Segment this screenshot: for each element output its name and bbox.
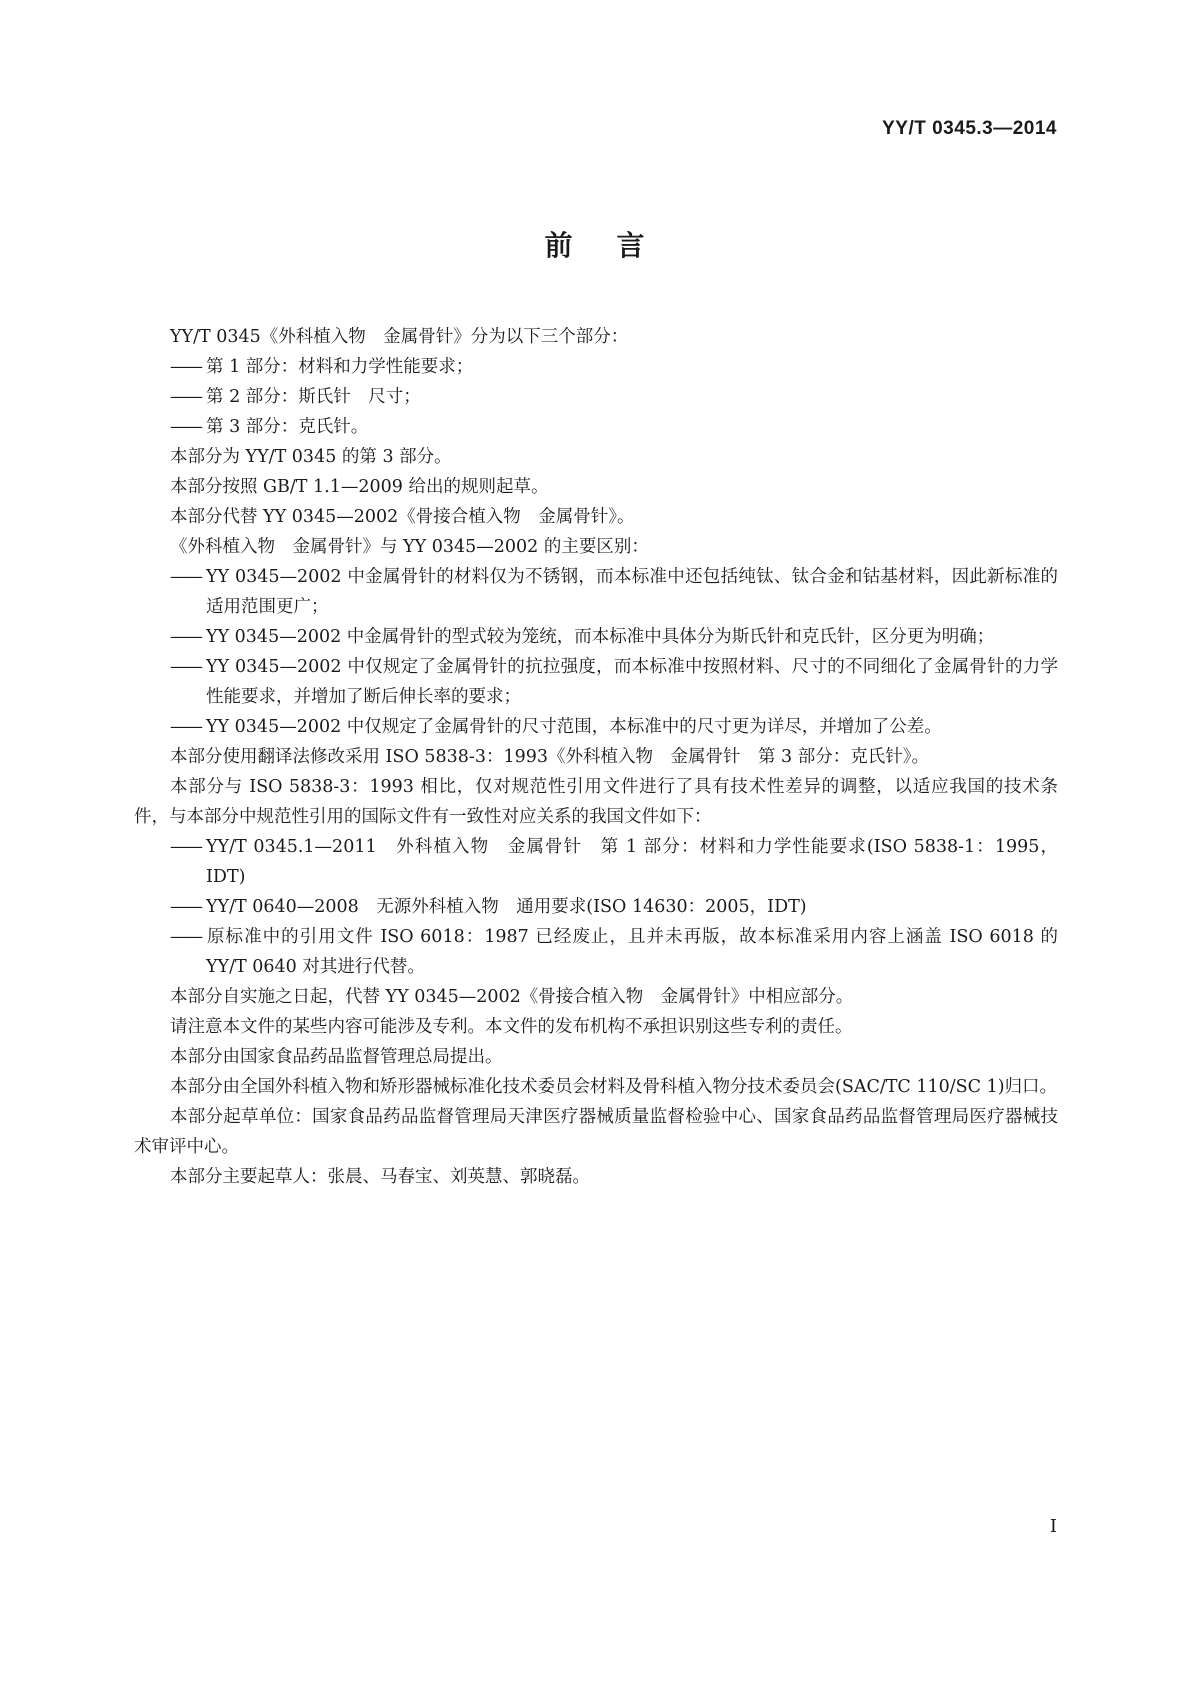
list-item-part1: —— 第 1 部分：材料和力学性能要求； [170, 357, 474, 377]
paragraph-iso-adoption: 本部分使用翻译法修改采用 ISO 5838-3：1993《外科植入物 金属骨针 第 3 部分：克氏针》。 [170, 747, 930, 767]
list-item-part3: —— 第 3 部分：克氏针。 [170, 417, 369, 437]
paragraph-centralized-by: 本部分由全国外科植入物和矫形器械标准化技术委员会材料及骨科植入物分技术委员会(SAC/TC 110/SC 1)归口。 [170, 1077, 1058, 1097]
page-title [0, 224, 1191, 264]
paragraph-parts-intro: YY/T 0345《外科植入物 金属骨针》分为以下三个部分： [170, 327, 629, 347]
list-item-part2: —— 第 2 部分：斯氏针 尺寸； [170, 387, 421, 407]
foreword-body [134, 322, 1058, 1192]
paragraph-differences-intro: 《外科植入物 金属骨针》与 YY 0345—2002 的主要区别： [170, 537, 649, 557]
paragraph-iso-comparison: 本部分与 ISO 5838-3：1993 相比，仅对规范性引用文件进行了具有技术性差异的调整，以适应我国的技术条件，与本部分中规范性引用的国际文件有一致性对应关系的我国文件如下： [134, 777, 1058, 827]
page-title-char-2: 言 [616, 229, 647, 262]
list-item-difference: —— YY 0345—2002 中金属骨针的材料仅为不锈钢，而本标准中还包括纯钛、钛合金和钴基材料，因此新标准的适用范围更广； [170, 567, 1058, 617]
paragraph-drafting-units: 本部分起草单位：国家食品药品监督管理局天津医疗器械质量监督检验中心、国家食品药品监督管理局医疗器械技术审评中心。 [134, 1107, 1058, 1157]
list-item-reference: —— YY/T 0345.1—2011 外科植入物 金属骨针 第 1 部分：材料和力学性能要求(ISO 5838-1：1995，IDT) [170, 837, 1058, 887]
page-title-char-1: 前 [544, 229, 575, 262]
paragraph-patent-notice: 请注意本文件的某些内容可能涉及专利。本文件的发布机构不承担识别这些专利的责任。 [170, 1017, 853, 1037]
paragraph-replaces: 本部分代替 YY 0345—2002《骨接合植入物 金属骨针》。 [170, 507, 635, 527]
paragraph-proposed-by: 本部分由国家食品药品监督管理总局提出。 [170, 1047, 503, 1067]
paragraph-effective: 本部分自实施之日起，代替 YY 0345—2002《骨接合植入物 金属骨针》中相应部分。 [170, 987, 854, 1007]
list-item-reference: —— 原标准中的引用文件 ISO 6018：1987 已经废止，且并未再版，故本标准采用内容上涵盖 ISO 6018 的 YY/T 0640 对其进行代替。 [170, 927, 1058, 977]
list-item-reference: —— YY/T 0640—2008 无源外科植入物 通用要求(ISO 14630：2005，IDT) [170, 897, 807, 917]
list-item-difference: —— YY 0345—2002 中金属骨针的型式较为笼统，而本标准中具体分为斯氏针和克氏针，区分更为明确； [170, 627, 995, 647]
page-number: I [1049, 1516, 1057, 1537]
paragraph-drafting-rules: 本部分按照 GB/T 1.1—2009 给出的规则起草。 [170, 477, 549, 497]
paragraph-drafters: 本部分主要起草人：张晨、马春宝、刘英慧、郭晓磊。 [170, 1167, 590, 1187]
standard-code: YY/T 0345.3—2014 [882, 118, 1057, 139]
list-item-difference: —— YY 0345—2002 中仅规定了金属骨针的抗拉强度，而本标准中按照材料、尺寸的不同细化了金属骨针的力学性能要求，并增加了断后伸长率的要求； [170, 657, 1058, 707]
paragraph-part-statement: 本部分为 YY/T 0345 的第 3 部分。 [170, 447, 452, 467]
list-item-difference: —— YY 0345—2002 中仅规定了金属骨针的尺寸范围，本标准中的尺寸更为详尽，并增加了公差。 [170, 717, 942, 737]
